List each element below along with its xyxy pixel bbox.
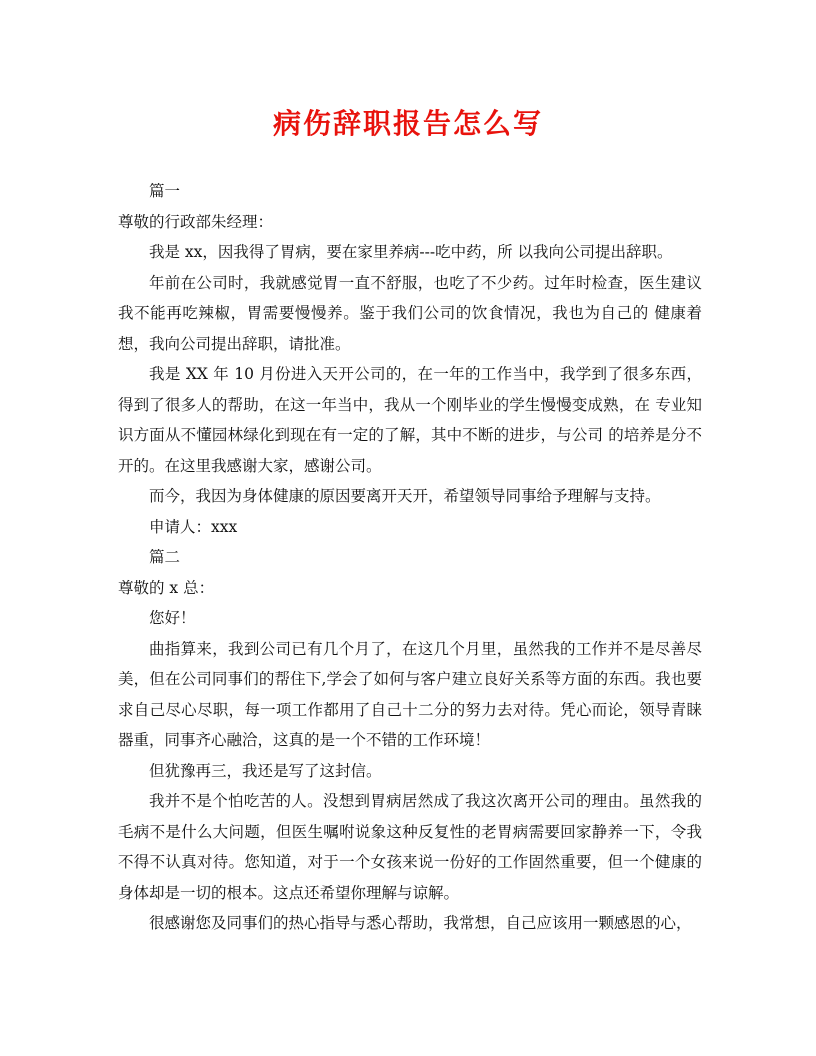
paragraph: 而今，我因为身体健康的原因要离开天开，希望领导同事给予理解与支持。 bbox=[149, 487, 661, 505]
paragraph: 但犹豫再三，我还是写了这封信。 bbox=[149, 761, 382, 780]
applicant-line: 申请人：xxx bbox=[149, 517, 238, 536]
section-heading-2: 篇二 bbox=[149, 548, 181, 566]
paragraph: 年前在公司时，我就感觉胃一直不舒服，也吃了不少药。过年时检查，医生建议我不能再吃辣椒，胃需要慢慢养。鉴于我们公司的饮食情况，我也为自己的 健康着想，我向公司提出辞职，请批准。 bbox=[118, 273, 702, 353]
document-title: 病伤辞职报告怎么写 bbox=[272, 107, 543, 140]
paragraph: 我是 xx，因我得了胃病，要在家里养病---吃中药，所 以我向公司提出辞职。 bbox=[149, 243, 673, 261]
paragraph: 曲指算来，我到公司已有几个月了，在这几个月里，虽然我的工作并不是尽善尽美，但在公司同事们的帮住下,学会了如何与客户建立良好关系等方面的东西。我也要求自己尽心尽职，每一项工作都用了自己十二分的努力去对待。凭心而论，领导青睐器重，同事齐心融洽，这真的是一个不错的工作环境！ bbox=[118, 639, 702, 749]
greeting: 您好！ bbox=[149, 609, 196, 627]
salutation-2: 尊敬的 x 总： bbox=[118, 578, 215, 597]
paragraph: 我是 XX 年 10 月份进入天开公司的，在一年的工作当中，我学到了很多东西，得到了很多人的帮助，在这一年当中，我从一个刚毕业的学生慢慢变成熟，在 专业知识方面从不懂园林绿化到现在有一定的了解，其中不断的进步，与公司 的培养是分不开的。在这里我感谢大家，感谢公司。 bbox=[118, 365, 702, 475]
paragraph: 我并不是个怕吃苦的人。没想到胃病居然成了我这次离开公司的理由。虽然我的毛病不是什么大问题，但医生嘱咐说象这种反复性的老胃病需要回家静养一下，令我不得不认真对待。您知道，对于一个女孩来说一份好的工作固然重要，但一个健康的身体却是一切的根本。这点还希望你理解与谅解。 bbox=[118, 792, 702, 902]
paragraph: 很感谢您及同事们的热心指导与悉心帮助，我常想，自己应该用一颗感恩的心， bbox=[149, 914, 692, 932]
document-body bbox=[118, 176, 702, 939]
section-heading-1: 篇一 bbox=[149, 182, 181, 200]
salutation-1: 尊敬的行政部朱经理： bbox=[118, 212, 274, 231]
